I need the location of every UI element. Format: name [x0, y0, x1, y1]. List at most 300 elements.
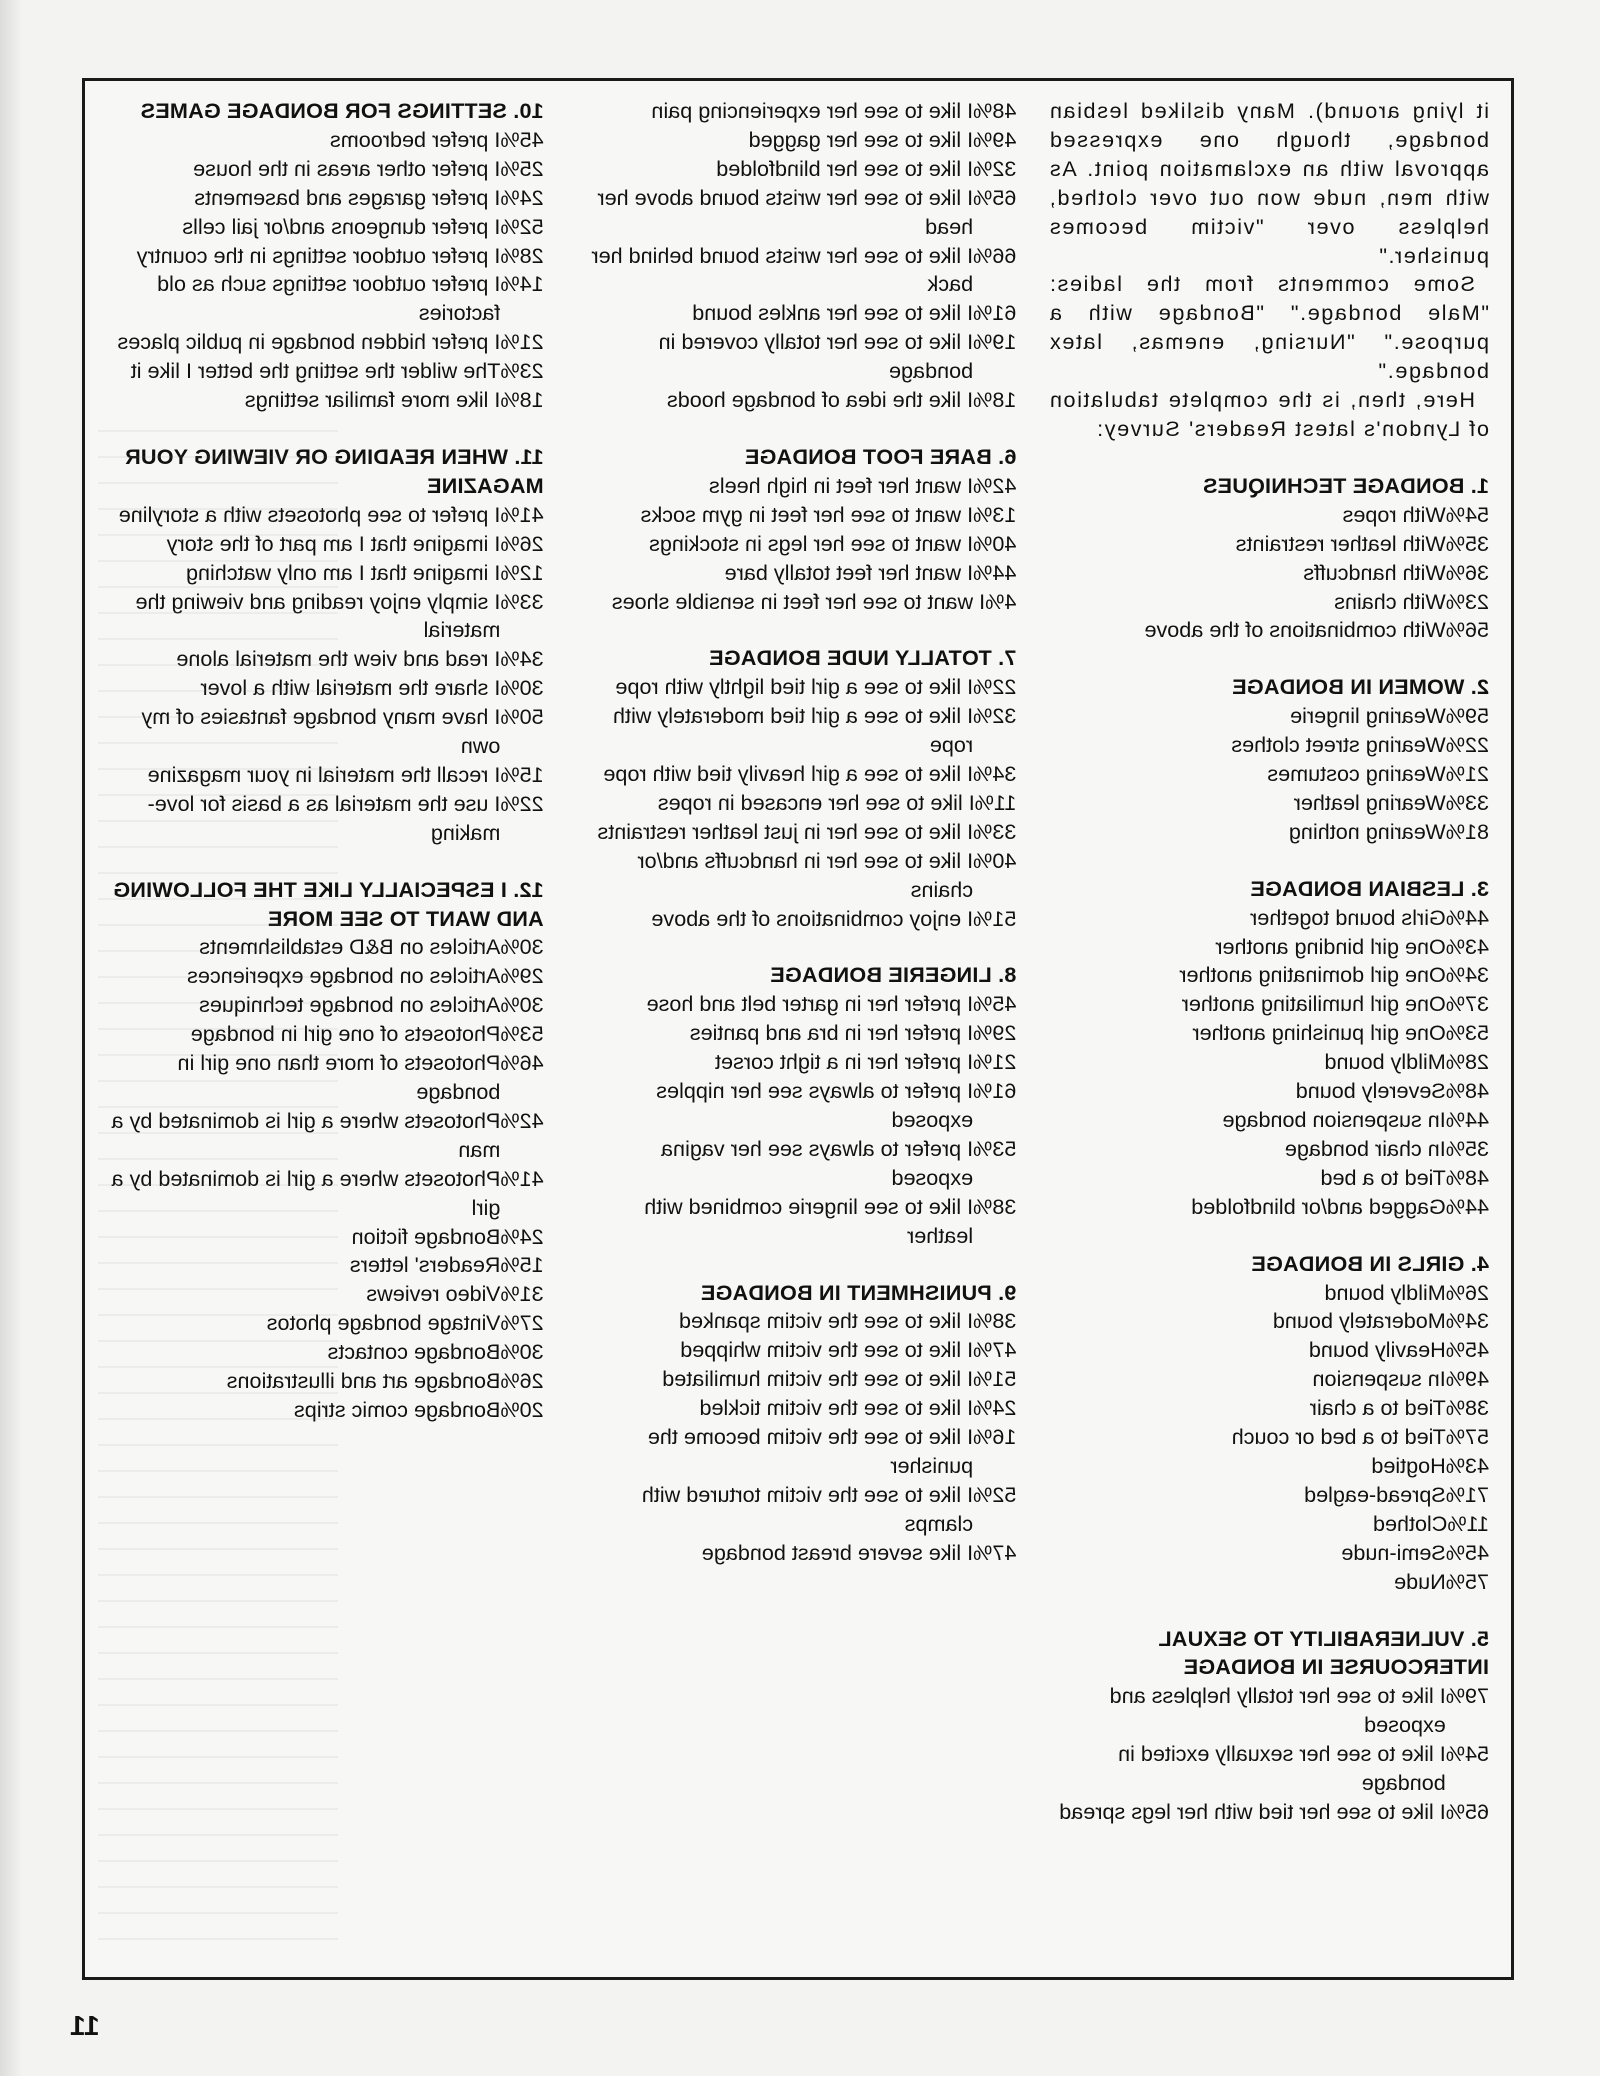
- survey-answer: I like to see the victim spanked: [679, 1308, 974, 1334]
- survey-item: [576, 990, 1017, 1019]
- survey-percent: 51%: [973, 905, 1017, 931]
- survey-item: [576, 1423, 1017, 1481]
- survey-answer: Wearing nothing: [1288, 818, 1446, 844]
- survey-answer: Articles on bondage experiences: [187, 963, 501, 989]
- survey-percent: 81%: [1445, 818, 1489, 844]
- section-heading: 10. SETTINGS FOR BONDAGE GAMES: [140, 98, 544, 123]
- survey-percent: 22%: [973, 674, 1017, 700]
- column-1: [1048, 97, 1489, 1963]
- survey-answer: Photosets of more than one girl in bondage: [177, 1050, 501, 1104]
- survey-percent: 13%: [973, 501, 1017, 527]
- survey-item: [103, 270, 544, 328]
- survey-answer: I like to see her in handcuffs and/or chains: [637, 847, 974, 902]
- survey-answer: I prefer outdoor settings in the country: [136, 242, 501, 268]
- survey-percent: 40%: [973, 530, 1017, 556]
- show-through-texture: [98, 420, 338, 1940]
- survey-percent: 15%: [500, 761, 544, 787]
- survey-answer: I like to see her sexually excited in bondage: [1118, 1741, 1446, 1796]
- survey-percent: 20%: [500, 1396, 544, 1422]
- survey-percent: 61%: [973, 1078, 1017, 1104]
- survey-percent: 24%: [500, 1223, 544, 1249]
- survey-percent: 32%: [973, 155, 1017, 181]
- survey-item: [103, 213, 544, 242]
- survey-answer: Wearing street clothes: [1231, 732, 1446, 758]
- survey-item: [576, 299, 1017, 328]
- survey-percent: 27%: [500, 1310, 544, 1336]
- intro-paragraph: it lying around). Many disliked lesbian bondage, though one expressed approval with an exclamation point. As with men, nude won out over clothed, helpless over "victim becomes punisher.": [1048, 98, 1489, 268]
- survey-section: [1048, 875, 1489, 1222]
- survey-percent: 40%: [973, 847, 1017, 873]
- survey-percent: 18%: [973, 387, 1017, 413]
- survey-percent: 53%: [1445, 1020, 1489, 1046]
- survey-answer: I like to see her experiencing pain: [651, 98, 974, 123]
- section-heading: 5. VULNERABILITY TO SEXUAL INTERCOURSE IN BONDAGE: [1158, 1625, 1489, 1680]
- survey-answer: Girls bound together: [1250, 904, 1446, 930]
- survey-answer: I like to see her gagged: [748, 126, 974, 152]
- survey-percent: 11%: [974, 789, 1017, 815]
- survey-percent: 75%: [1445, 1568, 1489, 1594]
- survey-answer: I use the material as a basis for love-making: [147, 790, 501, 845]
- survey-answer: I like to see the victim tickled: [699, 1395, 974, 1421]
- sections-col-2: [576, 97, 1017, 1568]
- survey-item: [576, 847, 1017, 905]
- survey-answer: Spread-eagled: [1304, 1481, 1446, 1507]
- survey-item: [576, 702, 1017, 760]
- survey-answer: One girl punishing another: [1192, 1020, 1446, 1046]
- survey-answer: I want to see her feet in gym socks: [640, 501, 974, 527]
- survey-item: [1048, 1568, 1489, 1597]
- section-heading: 9. PUNISHMENT IN BONDAGE: [700, 1279, 1017, 1305]
- survey-answer: Articles on bondage techniques: [199, 992, 501, 1018]
- survey-percent: 29%: [500, 963, 544, 989]
- survey-answer: I like more familiar settings: [244, 387, 501, 413]
- survey-percent: 48%: [1445, 1078, 1489, 1104]
- survey-item: [576, 1193, 1017, 1251]
- survey-item: [576, 818, 1017, 847]
- survey-answer: I like to see the victim humiliated: [662, 1366, 974, 1392]
- survey-answer: Nude: [1394, 1568, 1446, 1594]
- survey-item: [576, 1048, 1017, 1077]
- survey-answer: Bondage contacts: [327, 1339, 501, 1365]
- survey-percent: 23%: [1445, 588, 1489, 614]
- survey-item: [103, 386, 544, 415]
- survey-answer: Video reviews: [366, 1281, 501, 1307]
- survey-item: [576, 1481, 1017, 1539]
- survey-section: [576, 1279, 1017, 1568]
- survey-item: [1048, 1336, 1489, 1365]
- intro-block: [1048, 97, 1489, 444]
- survey-percent: 51%: [973, 1366, 1017, 1392]
- survey-percent: 57%: [1445, 1424, 1489, 1450]
- survey-answer: I like to see her ankles bound: [692, 300, 974, 326]
- survey-percent: 31%: [500, 1281, 544, 1307]
- survey-item: [576, 1394, 1017, 1423]
- survey-percent: 37%: [1445, 991, 1489, 1017]
- survey-answer: I like to see her wrists bound behind her back: [591, 242, 974, 297]
- survey-answer: I prefer to always see her nipples exposed: [656, 1078, 974, 1132]
- survey-item: [1048, 1539, 1489, 1568]
- survey-percent: 30%: [500, 675, 544, 701]
- survey-item: [1048, 731, 1489, 760]
- survey-percent: 18%: [500, 387, 544, 413]
- section-heading: 1. BONDAGE TECHNIQUES: [1202, 472, 1489, 498]
- survey-answer: I want to see her feet in sensible shoes: [611, 588, 986, 614]
- survey-answer: In chair bondage: [1284, 1135, 1446, 1161]
- survey-percent: 15%: [500, 1252, 544, 1278]
- survey-answer: I like severe breast bondage: [701, 1539, 974, 1565]
- sections-col-1: [1048, 472, 1489, 1827]
- survey-item: [576, 472, 1017, 501]
- survey-percent: 30%: [500, 934, 544, 960]
- survey-item: [576, 530, 1017, 559]
- survey-answer: I have many bondage fantasies of my own: [141, 704, 501, 759]
- survey-percent: 28%: [500, 242, 544, 268]
- survey-percent: 56%: [1445, 617, 1489, 643]
- survey-percent: 52%: [500, 213, 544, 239]
- survey-percent: 26%: [1445, 1279, 1489, 1305]
- survey-percent: 54%: [1445, 501, 1489, 527]
- survey-percent: 45%: [973, 991, 1017, 1017]
- section-heading: 2. WOMEN IN BONDAGE: [1232, 674, 1489, 700]
- survey-percent: 24%: [500, 184, 544, 210]
- survey-percent: 50%: [500, 704, 544, 730]
- survey-item: [576, 242, 1017, 300]
- survey-answer: I share the material with a lover: [200, 675, 501, 701]
- survey-answer: I simply enjoy reading and viewing the material: [135, 588, 501, 643]
- survey-item: [1048, 789, 1489, 818]
- survey-answer: I enjoy combinations of the above: [651, 905, 974, 931]
- survey-answer: I like to see her tied with her legs spread: [1059, 1798, 1446, 1824]
- survey-item: [1048, 1682, 1489, 1740]
- survey-percent: 43%: [1445, 1452, 1489, 1478]
- survey-item: [1048, 530, 1489, 559]
- survey-percent: 34%: [1445, 1308, 1489, 1334]
- section-heading: 6. BARE FOOT BONDAGE: [744, 443, 1017, 469]
- survey-answer: Tied to a chair: [1309, 1395, 1446, 1421]
- survey-percent: 65%: [973, 184, 1017, 210]
- survey-percent: 38%: [973, 1308, 1017, 1334]
- survey-percent: 29%: [973, 1020, 1017, 1046]
- survey-item: [1048, 1135, 1489, 1164]
- survey-answer: I like to see her encased in ropes: [657, 789, 975, 815]
- survey-percent: 47%: [973, 1337, 1017, 1363]
- survey-answer: Severely bound: [1295, 1078, 1446, 1104]
- section-heading: 7. TOTALLY NUDE BONDAGE: [708, 645, 1017, 671]
- survey-answer: Photosets where a girl is dominated by a man: [111, 1107, 501, 1162]
- survey-percent: 32%: [973, 703, 1017, 729]
- survey-item: [1048, 1164, 1489, 1193]
- survey-answer: I like to see the victim tortured with clamps: [641, 1481, 974, 1536]
- survey-section: [576, 443, 1017, 616]
- survey-percent: 14%: [500, 271, 544, 297]
- survey-answer: I prefer garages and basements: [194, 184, 501, 210]
- survey-percent: 44%: [1445, 904, 1489, 930]
- survey-answer: I want to see her legs in stockings: [649, 530, 974, 556]
- survey-answer: I prefer to always see her vagina exposed: [661, 1135, 974, 1190]
- survey-item: [1048, 1394, 1489, 1423]
- survey-percent: 45%: [500, 126, 544, 152]
- survey-section: [1048, 1250, 1489, 1597]
- survey-item: [576, 1365, 1017, 1394]
- survey-answer: Readers' letters: [349, 1252, 501, 1278]
- survey-answer: Moderately bound: [1272, 1308, 1446, 1334]
- survey-answer: Bondage fiction: [351, 1223, 501, 1249]
- survey-percent: 22%: [1445, 732, 1489, 758]
- survey-percent: 49%: [1445, 1366, 1489, 1392]
- survey-answer: I read and view the material alone: [176, 646, 501, 672]
- survey-percent: 44%: [973, 559, 1017, 585]
- survey-answer: One girl dominating another: [1179, 962, 1446, 988]
- page-number: 11: [70, 2010, 100, 2041]
- survey-percent: 53%: [973, 1135, 1017, 1161]
- survey-item: [1048, 760, 1489, 789]
- survey-percent: 61%: [973, 300, 1017, 326]
- survey-answer: I like to see the victim whipped: [680, 1337, 974, 1363]
- survey-item: [1048, 559, 1489, 588]
- survey-section: [576, 97, 1017, 415]
- section-heading: 12. I ESPECIALLY LIKE THE FOLLOWING AND WANT TO SEE MORE: [113, 876, 544, 931]
- survey-answer: I prefer to see photosets with a storyline: [118, 501, 501, 527]
- survey-item: [1048, 904, 1489, 933]
- survey-percent: 34%: [1445, 962, 1489, 988]
- survey-section: [1048, 1625, 1489, 1827]
- survey-answer: Mildly bound: [1324, 1049, 1446, 1075]
- survey-answer: With handcuffs: [1303, 559, 1446, 585]
- survey-percent: 79%: [1445, 1683, 1489, 1709]
- survey-answer: Photosets of one girl in bondage: [190, 1021, 501, 1047]
- survey-answer: With leather restraints: [1235, 530, 1446, 556]
- survey-percent: 26%: [500, 1368, 544, 1394]
- survey-item: [1048, 1106, 1489, 1135]
- survey-answer: Heavily bound: [1308, 1337, 1446, 1363]
- survey-answer: One girl humiliating another: [1181, 991, 1446, 1017]
- survey-answer: Clothed: [1372, 1510, 1448, 1536]
- survey-item: [576, 1135, 1017, 1193]
- survey-percent: 43%: [1445, 933, 1489, 959]
- survey-item: [576, 1336, 1017, 1365]
- survey-item: [103, 155, 544, 184]
- survey-answer: I prefer hidden bondage in public places: [117, 329, 501, 355]
- survey-answer: Vintage bondage photos: [266, 1310, 501, 1336]
- survey-percent: 35%: [1445, 1135, 1489, 1161]
- survey-answer: Articles on B&D establishments: [199, 934, 501, 960]
- survey-answer: I like to see her blindfolded: [716, 155, 974, 181]
- survey-item: [1048, 990, 1489, 1019]
- survey-percent: 59%: [1445, 703, 1489, 729]
- survey-item: [576, 1307, 1017, 1336]
- survey-percent: 34%: [500, 646, 544, 672]
- survey-answer: I prefer her in bra and panties: [689, 1020, 974, 1046]
- survey-item: [576, 588, 1017, 617]
- survey-answer: I like to see the victim become the punisher: [647, 1424, 974, 1478]
- survey-percent: 33%: [500, 588, 544, 614]
- survey-item: [576, 501, 1017, 530]
- survey-answer: I prefer bedrooms: [329, 126, 501, 152]
- survey-answer: I like to see a girl tied moderately with rope: [613, 703, 974, 758]
- survey-item: [576, 97, 1017, 126]
- survey-answer: I want her feet totally bare: [724, 559, 974, 585]
- section-heading: 11. WHEN READING OR VIEWING YOUR MAGAZINE: [124, 443, 544, 498]
- survey-answer: I like to see lingerie combined with leather: [644, 1193, 974, 1248]
- survey-item: [1048, 1077, 1489, 1106]
- survey-item: [576, 184, 1017, 242]
- survey-item: [1048, 1193, 1489, 1222]
- survey-percent: 21%: [500, 329, 544, 355]
- survey-item: [576, 760, 1017, 789]
- survey-answer: Photosets where a girl is dominated by a girl: [111, 1165, 501, 1220]
- survey-item: [1048, 1279, 1489, 1308]
- survey-answer: I imagine that I am part of the story: [166, 530, 501, 556]
- survey-answer: I like to see her in just leather restraints: [597, 818, 974, 844]
- survey-answer: I prefer her in garter belt and hose: [646, 991, 974, 1017]
- survey-answer: Wearing lingerie: [1290, 703, 1446, 729]
- survey-item: [576, 1539, 1017, 1568]
- survey-percent: 66%: [973, 242, 1017, 268]
- survey-percent: 54%: [1445, 1741, 1489, 1767]
- survey-answer: I like the idea of bondage hoods: [666, 387, 974, 413]
- survey-item: [576, 1019, 1017, 1048]
- section-heading: 4. GIRLS IN BONDAGE: [1251, 1250, 1489, 1276]
- survey-item: [1048, 933, 1489, 962]
- survey-answer: I prefer outdoor settings such as old factories: [157, 271, 501, 326]
- survey-answer: I prefer dungeons and/or jail cells: [182, 213, 501, 239]
- survey-percent: 30%: [500, 1339, 544, 1365]
- survey-item: [576, 905, 1017, 934]
- survey-item: [576, 789, 1017, 818]
- survey-answer: With ropes: [1342, 501, 1446, 527]
- survey-percent: 24%: [973, 1395, 1017, 1421]
- survey-percent: 47%: [973, 1539, 1017, 1565]
- survey-item: [576, 126, 1017, 155]
- survey-percent: 38%: [973, 1193, 1017, 1219]
- survey-answer: I like to see a girl tied lightly with rope: [615, 674, 974, 700]
- survey-answer: I recall the material in your magazine: [147, 761, 501, 787]
- survey-percent: 71%: [1445, 1481, 1489, 1507]
- survey-section: [1048, 472, 1489, 645]
- survey-section: [103, 97, 544, 415]
- survey-item: [1048, 616, 1489, 645]
- survey-section: [576, 644, 1017, 933]
- survey-item: [576, 386, 1017, 415]
- survey-answer: Semi-nude: [1341, 1539, 1446, 1565]
- survey-answer: One girl binding another: [1215, 933, 1446, 959]
- survey-answer: With chains: [1334, 588, 1446, 614]
- survey-percent: 22%: [500, 790, 544, 816]
- survey-answer: Tied to a bed or couch: [1231, 1424, 1446, 1450]
- survey-answer: Mildly bound: [1324, 1279, 1446, 1305]
- survey-percent: 21%: [973, 1049, 1017, 1075]
- survey-answer: In suspension bondage: [1222, 1107, 1446, 1132]
- survey-percent: 11%: [1447, 1510, 1489, 1536]
- survey-item: [1048, 1307, 1489, 1336]
- survey-percent: 65%: [1445, 1798, 1489, 1824]
- survey-percent: 42%: [500, 1107, 544, 1133]
- column-2: [576, 97, 1017, 1963]
- intro-paragraph: Some comments from the ladies: "Male bondage." "Bondage with a purpose." "Nursing, enemas, latex bondage.": [1048, 271, 1489, 384]
- survey-answer: Bondage art and illustrations: [226, 1368, 501, 1394]
- survey-percent: 35%: [1445, 530, 1489, 556]
- survey-answer: Wearing leather: [1293, 789, 1446, 815]
- survey-percent: 34%: [973, 761, 1017, 787]
- survey-answer: Wearing costumes: [1267, 761, 1446, 787]
- survey-answer: I like to see a girl heavily tied with rope: [603, 761, 974, 787]
- survey-answer: I like to see her totally covered in bondage: [658, 329, 974, 384]
- survey-answer: The wilder the setting the better I like it: [130, 358, 501, 384]
- survey-item: [576, 559, 1017, 588]
- survey-item: [1048, 1423, 1489, 1452]
- survey-percent: 53%: [500, 1021, 544, 1047]
- survey-percent: 33%: [973, 818, 1017, 844]
- survey-percent: 36%: [1445, 559, 1489, 585]
- survey-percent: 45%: [1445, 1337, 1489, 1363]
- survey-item: [576, 1077, 1017, 1135]
- survey-item: [576, 673, 1017, 702]
- survey-item: [576, 155, 1017, 184]
- section-heading: 8. LINGERIE BONDAGE: [770, 962, 1017, 988]
- survey-item: [1048, 588, 1489, 617]
- survey-answer: Gagged and/or blindfolded: [1191, 1193, 1446, 1219]
- survey-answer: I prefer her in a tight corset: [715, 1049, 974, 1075]
- survey-percent: 45%: [1445, 1539, 1489, 1565]
- survey-percent: 52%: [973, 1481, 1017, 1507]
- survey-answer: I like to see her wrists bound above her head: [597, 184, 974, 239]
- survey-percent: 41%: [500, 501, 544, 527]
- survey-percent: 12%: [500, 559, 544, 585]
- survey-percent: 49%: [973, 126, 1017, 152]
- survey-answer: With combinations of the above: [1144, 617, 1446, 643]
- survey-item: [1048, 501, 1489, 530]
- survey-item: [1048, 1740, 1489, 1798]
- survey-percent: 46%: [500, 1050, 544, 1076]
- survey-answer: Hogtied: [1371, 1452, 1446, 1478]
- section-heading: 3. LESBIAN BONDAGE: [1250, 875, 1489, 901]
- survey-item: [576, 328, 1017, 386]
- survey-answer: I like to see her totally helpless and exposed: [1109, 1683, 1446, 1738]
- survey-item: [1048, 1452, 1489, 1481]
- survey-answer: Bondage comic strips: [293, 1396, 501, 1422]
- survey-section: [576, 961, 1017, 1250]
- survey-item: [1048, 702, 1489, 731]
- survey-item: [1048, 1798, 1489, 1827]
- survey-percent: 48%: [973, 98, 1017, 123]
- survey-percent: 28%: [1445, 1049, 1489, 1075]
- survey-item: [103, 328, 544, 357]
- survey-item: [1048, 818, 1489, 847]
- survey-percent: 48%: [1445, 1164, 1489, 1190]
- survey-percent: 19%: [973, 329, 1017, 355]
- survey-percent: 4%: [985, 588, 1017, 614]
- survey-percent: 33%: [1445, 789, 1489, 815]
- survey-item: [1048, 1019, 1489, 1048]
- survey-section: [1048, 673, 1489, 846]
- survey-item: [1048, 961, 1489, 990]
- survey-item: [1048, 1365, 1489, 1394]
- survey-percent: 44%: [1445, 1193, 1489, 1219]
- survey-item: [103, 184, 544, 213]
- survey-answer: I imagine that I am only watching: [185, 559, 501, 585]
- survey-answer: I want her feet in high heels: [709, 472, 974, 498]
- survey-answer: Tied to a bed: [1320, 1164, 1446, 1190]
- survey-percent: 21%: [1445, 761, 1489, 787]
- survey-item: [103, 242, 544, 271]
- survey-item: [103, 357, 544, 386]
- survey-answer: I prefer other areas in the house: [193, 155, 501, 181]
- survey-percent: 42%: [973, 472, 1017, 498]
- intro-paragraph: Here, then, is the complete tabulation of Lyndon's latest Readers' Survey:: [1048, 387, 1489, 441]
- survey-percent: 16%: [973, 1424, 1017, 1450]
- survey-percent: 38%: [1445, 1395, 1489, 1421]
- survey-percent: 41%: [500, 1165, 544, 1191]
